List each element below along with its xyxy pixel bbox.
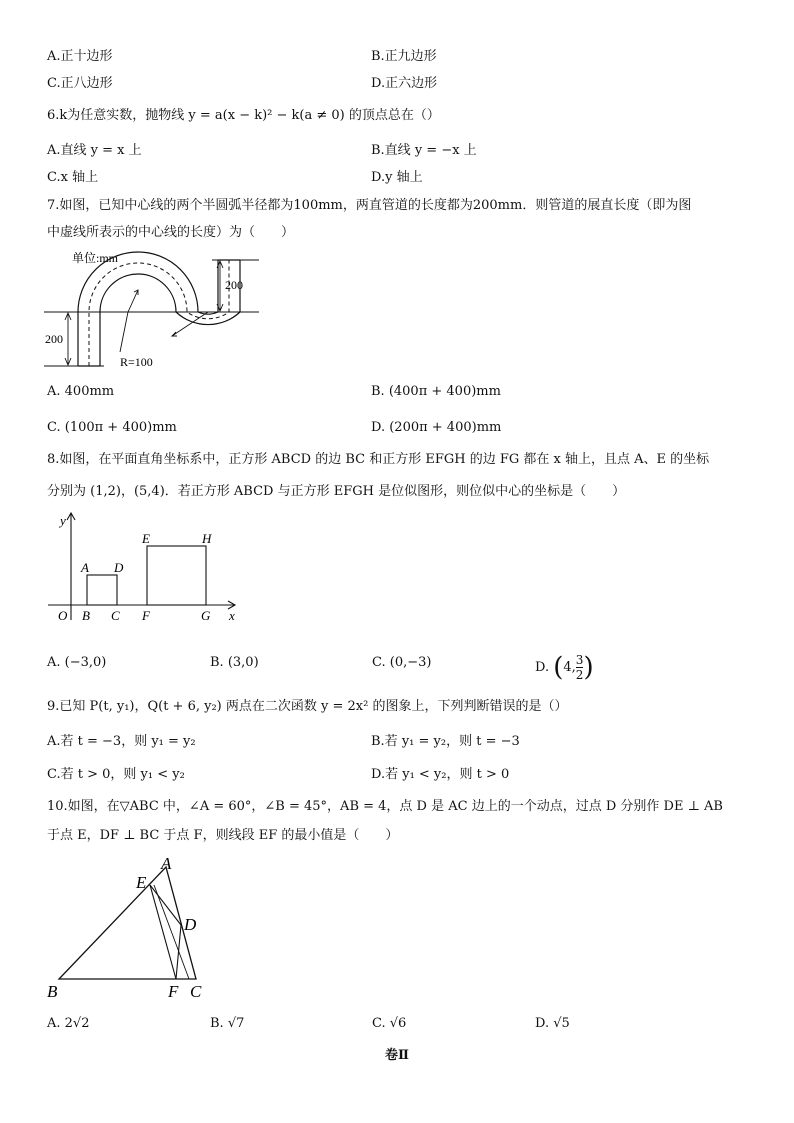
axis-y-label: y (60, 513, 66, 528)
q6-option-d: D.y 轴上 (371, 170, 423, 185)
q7-option-b: B. (400π + 400)mm (371, 384, 501, 399)
pipe-figure (44, 248, 274, 374)
q7-stem-line1: 7.如图，已知中心线的两个半圆弧半径都为100mm，两直管道的长度都为200mm．则管道的展直长度（即为图 (47, 198, 692, 213)
triangle-d-label: D (184, 915, 197, 934)
radius-label: R=100 (120, 355, 153, 369)
q10-option-a: A. 2√2 (47, 1016, 90, 1031)
triangle-figure (44, 853, 214, 1003)
pipe-unit-label: 单位:mm (72, 251, 119, 265)
q5-option-a: A.正十边形 (47, 49, 113, 64)
q8-stem-line2: 分别为 (1,2)，(5,4)．若正方形 ABCD 与正方形 EFGH 是位似图形，则位似中心的坐标是（ ） (47, 484, 626, 499)
dim-left-label: 200 (45, 332, 63, 346)
q7-option-a: A. 400mm (47, 384, 115, 399)
point-g-label: G (201, 608, 211, 623)
point-b-label: B (82, 608, 90, 623)
q8-stem-line1: 8.如图，在平面直角坐标系中，正方形 ABCD 的边 BC 和正方形 EFGH 的边 FG 都在 x 轴上，且点 A、E 的坐标 (47, 452, 710, 467)
triangle-f-label: F (168, 982, 179, 1001)
q5-option-b: B.正九边形 (371, 49, 437, 64)
q8-option-d-value: 4, (563, 660, 576, 675)
q7-option-c: C. (100π + 400)mm (47, 420, 177, 435)
point-e-label: E (142, 531, 150, 546)
q9-option-d: D.若 y₁ < y₂，则 t > 0 (371, 767, 510, 782)
axis-x-label: x (229, 608, 235, 623)
q7-option-d: D. (200π + 400)mm (371, 420, 502, 435)
q6-stem: 6.k为任意实数，抛物线 y = a(x − k)² − k(a ≠ 0) 的顶点总在（） (47, 108, 440, 123)
point-h-label: H (202, 531, 212, 546)
section-footer: 卷Ⅱ (385, 1048, 409, 1063)
q9-option-a: A.若 t = −3，则 y₁ = y₂ (47, 734, 196, 749)
q8-option-d-numerator: 3 (575, 653, 584, 667)
triangle-c-label: C (190, 982, 202, 1001)
q6-option-b: B.直线 y = −x 上 (371, 143, 477, 158)
q9-option-c: C.若 t > 0，则 y₁ < y₂ (47, 767, 185, 782)
point-d-label: D (114, 560, 124, 575)
q8-option-d: D. (4, $\frac{3}{2}$ ) (535, 652, 594, 683)
q8-option-d-prefix: D. (535, 660, 550, 675)
origin-label: O (58, 608, 68, 623)
q8-option-a: A. (−3,0) (47, 655, 107, 670)
q5-option-c: C.正八边形 (47, 76, 113, 91)
point-c-label: C (111, 608, 120, 623)
point-a-label: A (81, 560, 89, 575)
q9-option-b: B.若 y₁ = y₂，则 t = −3 (371, 734, 520, 749)
q10-option-d: D. √5 (535, 1016, 570, 1031)
q10-option-c: C. √6 (372, 1016, 407, 1031)
q8-option-b: B. (3,0) (210, 655, 259, 670)
triangle-b-label: B (47, 982, 58, 1001)
q10-stem-line2: 于点 E，DF ⊥ BC 于点 F，则线段 EF 的最小值是（ ） (47, 828, 399, 843)
q6-option-c: C.x 轴上 (47, 170, 99, 185)
coordinate-figure (44, 508, 244, 628)
dim-right-label: 200 (225, 278, 243, 292)
point-f-label: F (142, 608, 150, 623)
q10-stem-line1: 10.如图，在▽ABC 中，∠A = 60°，∠B = 45°，AB = 4，点 D 是 AC 边上的一个动点，过点 D 分别作 DE ⊥ AB (47, 799, 723, 814)
triangle-a-label: A (161, 854, 172, 873)
q8-option-d-denominator: 2 (575, 668, 584, 682)
q5-option-d: D.正六边形 (371, 76, 438, 91)
triangle-e-label: E (136, 873, 147, 892)
q7-stem-line2: 中虚线所表示的中心线的长度）为（ ） (47, 225, 295, 240)
q8-option-c: C. (0,−3) (372, 655, 432, 670)
q10-option-b: B. √7 (210, 1016, 245, 1031)
q9-stem: 9.已知 P(t, y₁)，Q(t + 6, y₂) 两点在二次函数 y = 2x² 的图象上，下列判断错误的是（） (47, 699, 568, 714)
q6-option-a: A.直线 y = x 上 (47, 143, 142, 158)
